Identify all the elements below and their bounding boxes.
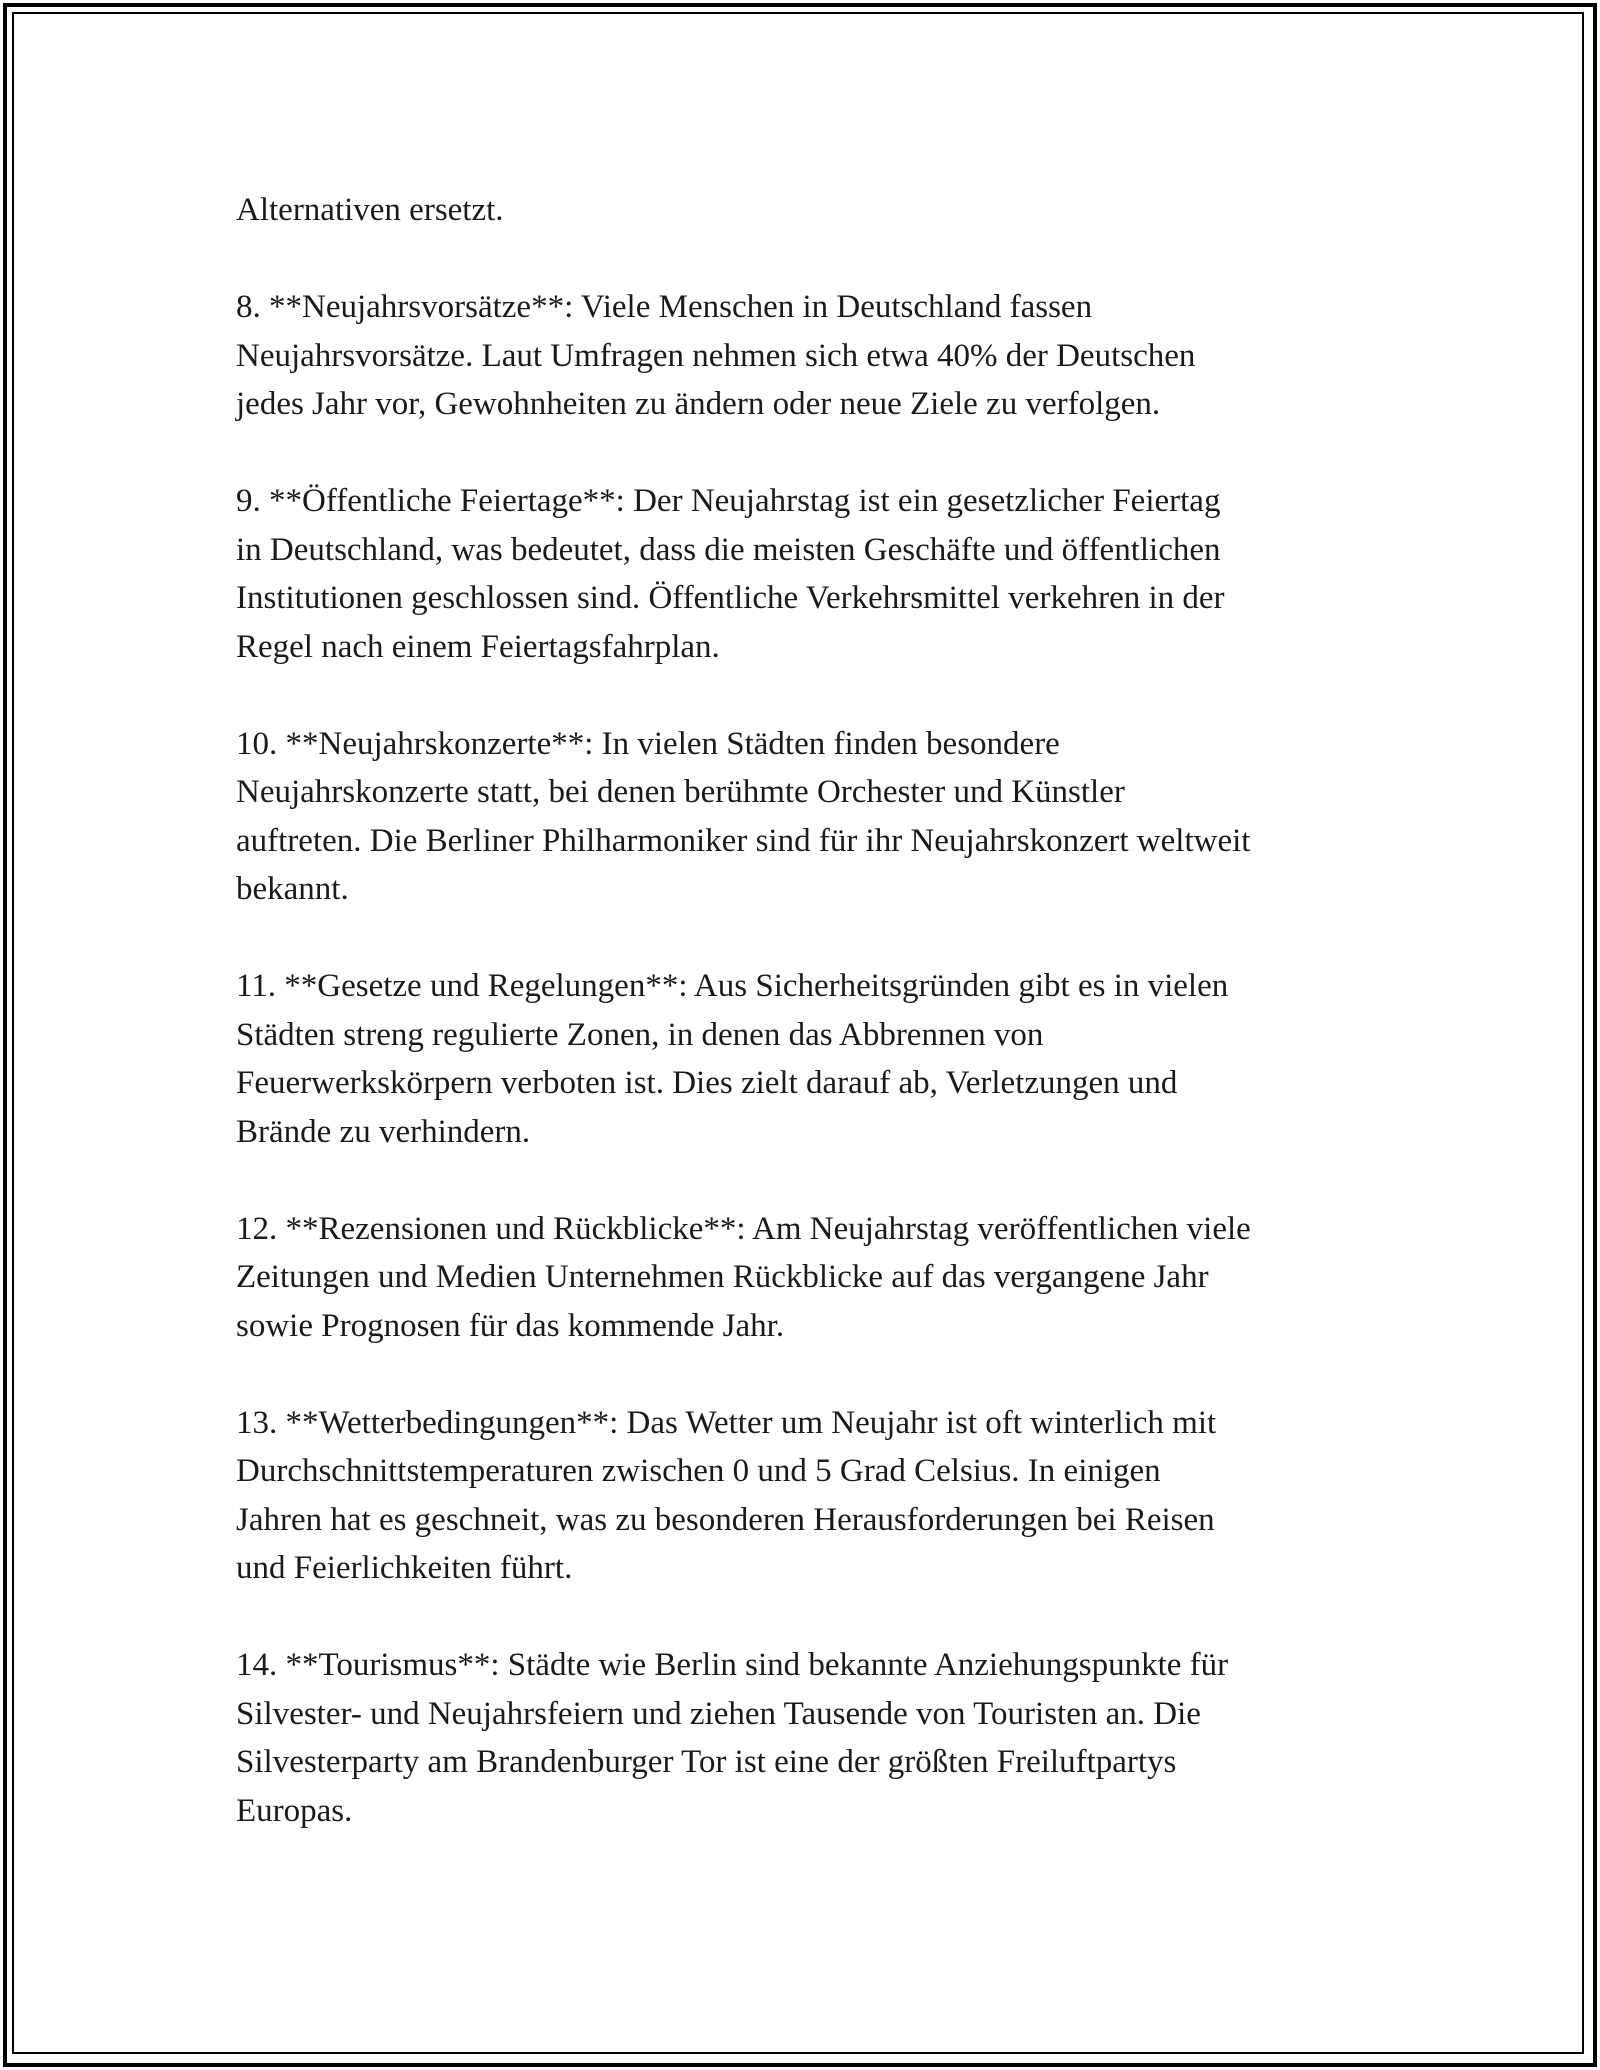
paragraph-item-8: 8. **Neujahrsvorsätze**: Viele Menschen in Deutschland fassen Neujahrsvorsätze. Laut Umfragen nehmen sich etwa 40% der Deutschen jedes Jahr vor, Gewohnheiten zu ändern oder neue Ziele zu verfolgen. xyxy=(236,289,1196,422)
paragraph-item-10: 10. **Neujahrskonzerte**: In vielen Städten finden besondere Neujahrskonzerte statt, bei denen berühmte Orchester und Künstler auftreten. Die Berliner Philharmoniker sind für ihr Neujahrskonzert weltweit bekannt. xyxy=(236,725,1251,907)
paragraph-continuation: Alternativen ersetzt. xyxy=(236,192,504,228)
paragraph-item-11: 11. **Gesetze und Regelungen**: Aus Sicherheitsgründen gibt es in vielen Städten streng regulierte Zonen, in denen das Abbrennen von Feuerwerkskörpern verboten ist. Dies zielt darauf ab, Verletzungen und Brände zu verhindern. xyxy=(236,968,1229,1150)
paragraph-item-12: 12. **Rezensionen und Rückblicke**: Am Neujahrstag veröffentlichen viele Zeitungen und Medien Unternehmen Rückblicke auf das vergangene Jahr sowie Prognosen für das kommende Jahr. xyxy=(236,1210,1251,1344)
paragraph-item-14: 14. **Tourismus**: Städte wie Berlin sind bekannte Anziehungspunkte für Silvester- und Neujahrsfeiern und ziehen Tausende von Touristen an. Die Silvesterparty am Brandenburger Tor ist eine der größten Freiluftpartys Europas. xyxy=(236,1647,1229,1829)
paragraph-item-13: 13. **Wetterbedingungen**: Das Wetter um Neujahr ist oft winterlich mit Durchschnittstemperaturen zwischen 0 und 5 Grad Celsius. In einigen Jahren hat es geschneit, was zu besonderen Herausforderungen bei Reisen und Feierlichkeiten führt. xyxy=(236,1404,1217,1586)
paragraph-item-9: 9. **Öffentliche Feiertage**: Der Neujahrstag ist ein gesetzlicher Feiertag in Deutschland, was bedeutet, dass die meisten Geschäfte und öffentlichen Institutionen geschlossen sind. Öffentliche Verkehrsmittel verkehren in der Regel nach einem Feiertagsfahrplan. xyxy=(236,483,1225,665)
document-body xyxy=(236,186,1386,1835)
